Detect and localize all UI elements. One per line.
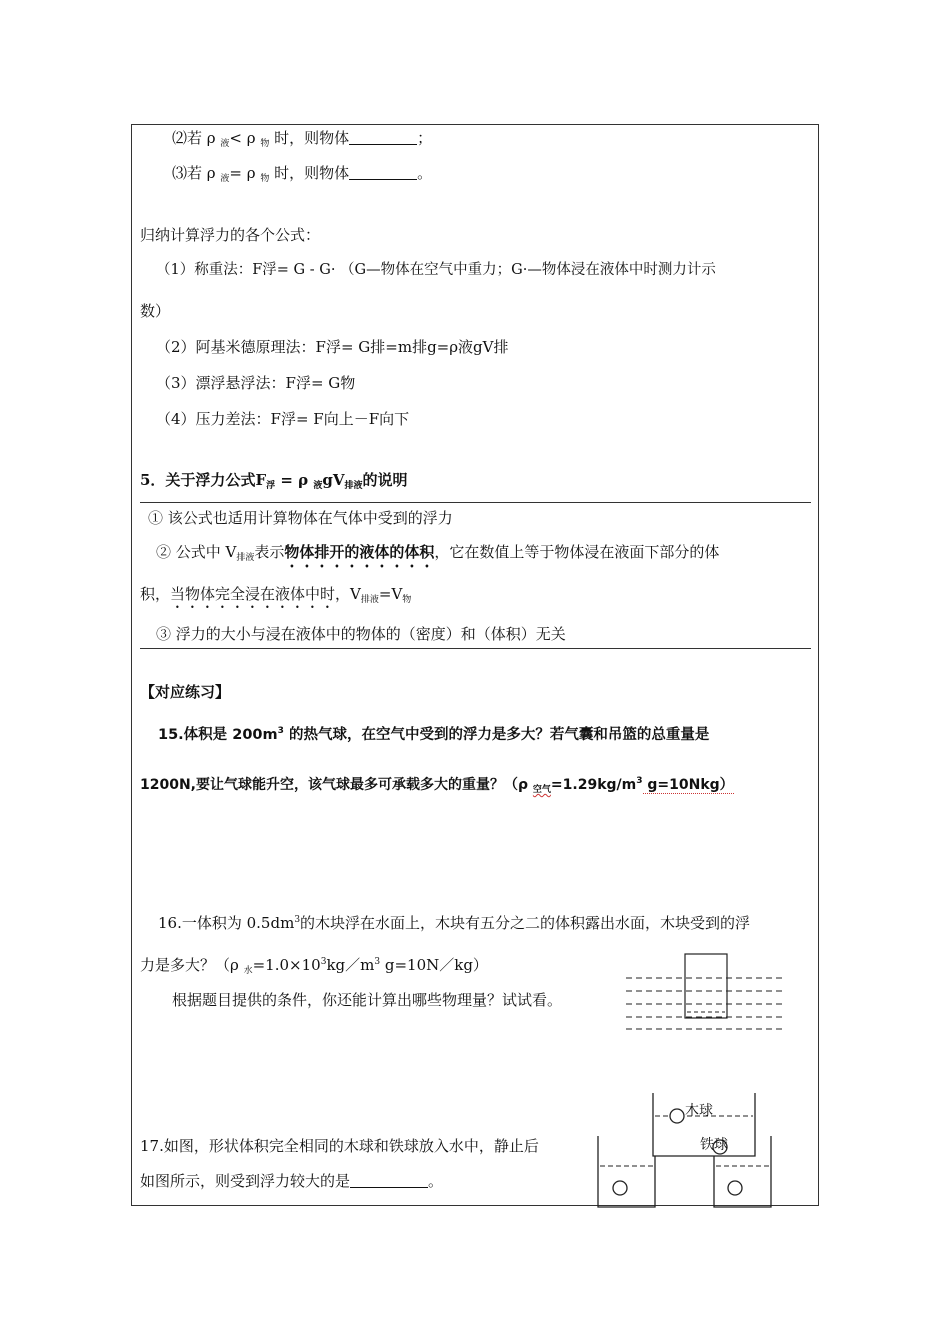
question-15-cont: 1200N,要让气球能升空，该气球最多可承载多大的重量？（ρ $_{空气}=1.29kg/m^3$ g=10Nkg） [140, 776, 734, 795]
section-5-title: 5．关于浮力公式$F_浮 = \rho$ $_液gV_{排液}$的说明 [140, 471, 408, 491]
question-17-cont: 如图所示，则受到浮力较大的是 。 [140, 1172, 444, 1190]
note-1: ① 该公式也适用计算物体在气体中受到的浮力 [148, 509, 453, 527]
question-16: 16.一体积为 $0.5dm^3$的木块浮在水面上，木块有五分之二的体积露出水面，木块受到的浮 [158, 914, 751, 932]
wood-ball-label: 木球 [685, 1103, 713, 1119]
question-16-followup: 根据题目提供的条件，你还能计算出哪些物理量？试试看。 [172, 991, 563, 1009]
note-2: ② 公式中 $V_{排液}$表示物体排开的液体的体积，它在数值上等于物体浸在液面下部分的体 [156, 543, 720, 563]
divider-top [140, 502, 811, 503]
note-3: ③ 浮力的大小与浸在液体中的物体的（密度）和（体积）无关 [156, 625, 566, 643]
formula-weighing-cont: 数） [140, 302, 171, 320]
divider-bottom [140, 648, 811, 649]
condition-2: ⑵若 ρ $_液$< ρ $_物$ 时，则物体 ； [172, 129, 433, 149]
answer-blank[interactable] [350, 1173, 428, 1188]
practice-heading: 【对应练习】 [140, 683, 231, 701]
formula-weighing: （1）称重法：F浮= G - G· （G—物体在空气中重力；G·—物体浸在液体中时测力计示 [156, 262, 716, 278]
condition-3: ⑶若 ρ $_液$= ρ $_物$ 时，则物体 。 [172, 164, 433, 184]
formula-archimedes: （2）阿基米德原理法：F浮= G排=m排g=ρ液gV排 [156, 338, 509, 356]
question-15: 15.体积是 $200m^3$ 的热气球，在空气中受到的浮力是多大？若气囊和吊篮的总重量是 [158, 726, 710, 743]
formula-pressure: （4）压力差法：F浮= F向上－F向下 [156, 410, 410, 428]
iron-ball-label: 铁球 [700, 1137, 728, 1153]
question-16-cont: 力是多大？（ρ $_水=1.0\times 10^3kg/m^3$ g=10N／kg） [140, 956, 488, 976]
formula-floating: （3）漂浮悬浮法：F浮= G物 [156, 374, 356, 392]
balls-figure [595, 1088, 780, 1210]
answer-blank[interactable] [349, 130, 417, 145]
answer-blank[interactable] [349, 165, 417, 180]
floating-block-figure [622, 948, 787, 1033]
note-2-cont: 积，当物体完全浸在液体中时，$V_{排液}=V_物$ [140, 585, 412, 605]
worksheet-frame [131, 124, 819, 1206]
question-17: 17.如图，形状体积完全相同的木球和铁球放入水中，静止后 [140, 1137, 539, 1155]
formulas-heading: 归纳计算浮力的各个公式： [140, 226, 321, 244]
